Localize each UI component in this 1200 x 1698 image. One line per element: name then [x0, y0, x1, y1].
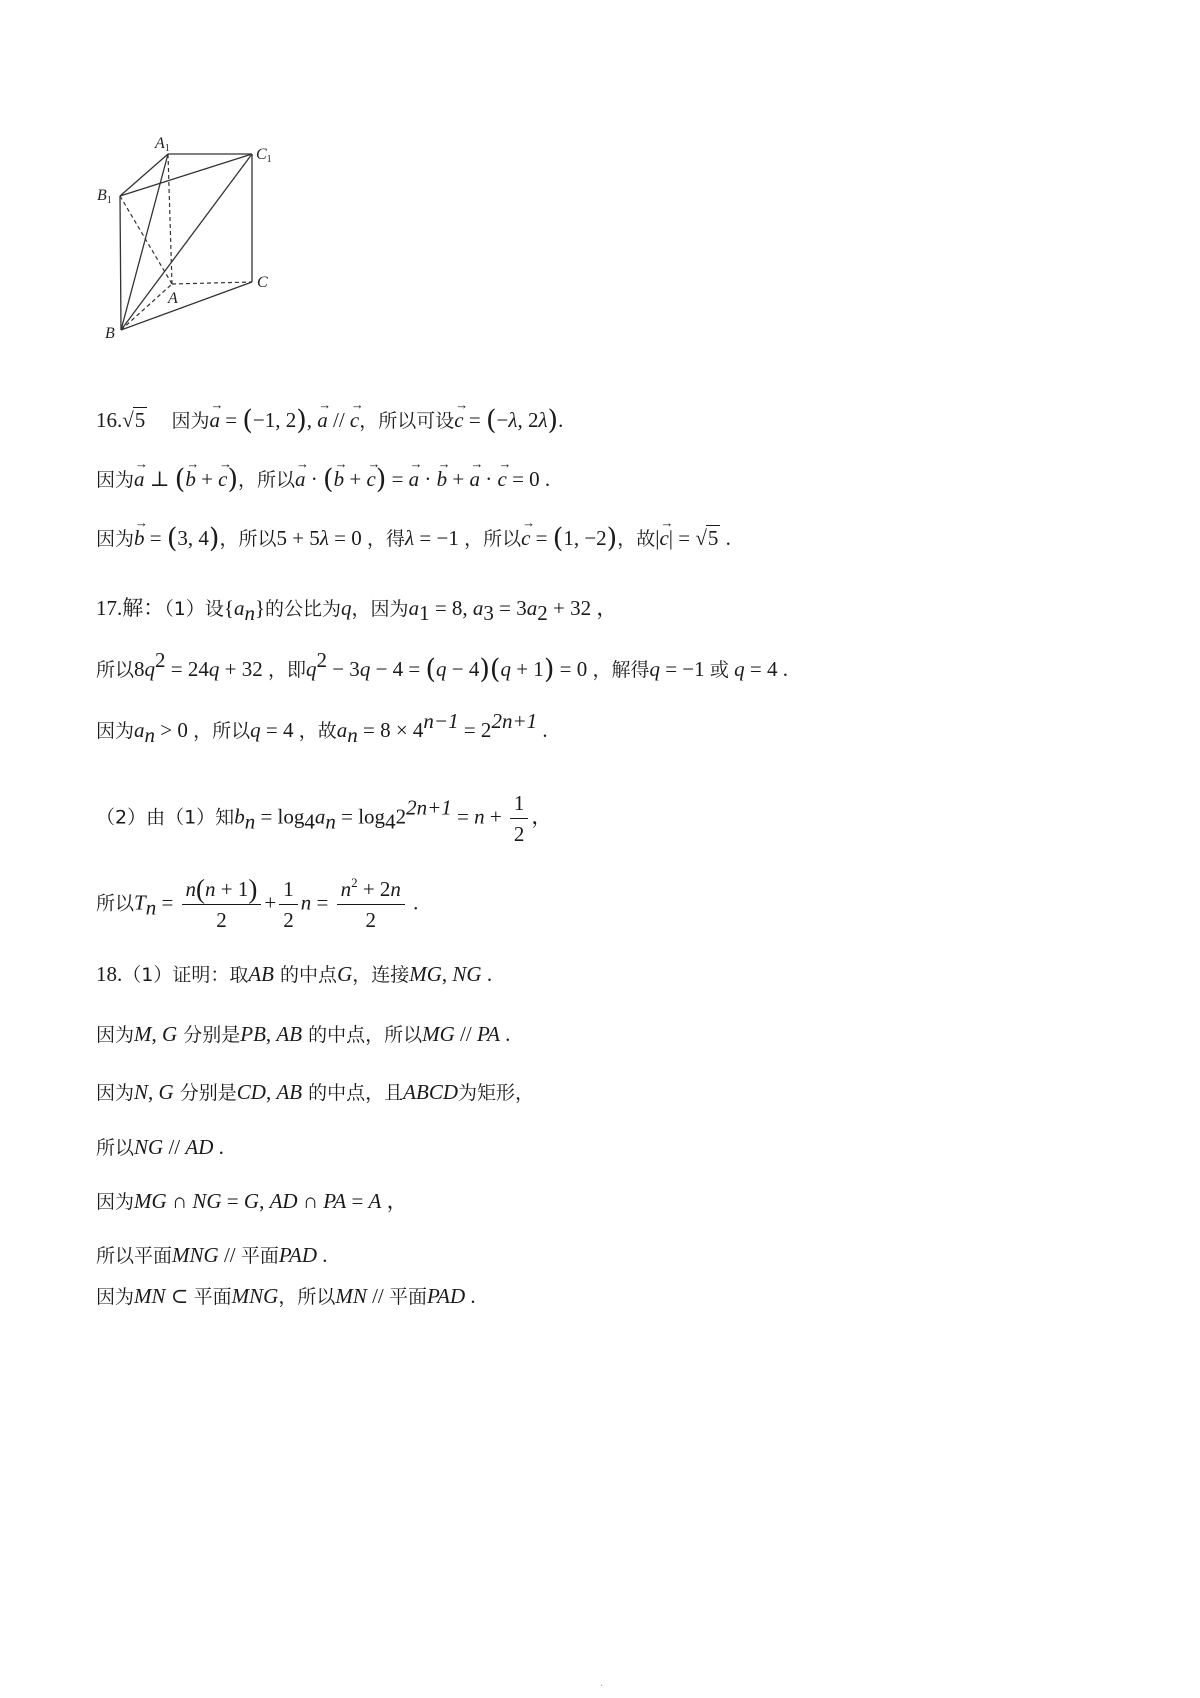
- q18-line-5: 因为MG ∩ NG = G, AD ∩ PA = A ，: [96, 1189, 408, 1213]
- edge-b-c1: [121, 154, 252, 330]
- q18-line-7: 因为MN ⊂ 平面MNG，所以MN // 平面PAD .: [96, 1284, 476, 1308]
- edge-b-a1: [121, 154, 168, 330]
- page-mark: .: [600, 1678, 604, 1689]
- q16-line-2: 因为→ a ⊥ (→ b + → c)，所以→ a · (→ b + → c) = → a · → b + → a · → c = 0 .: [96, 465, 550, 494]
- label-c1: C1: [256, 146, 272, 165]
- q18-line-4: 所以NG // AD .: [96, 1135, 224, 1159]
- label-b1: B1: [97, 187, 112, 206]
- edge-a-c: [172, 282, 252, 284]
- edge-b1-b: [120, 196, 121, 330]
- label-b: B: [105, 325, 115, 342]
- q18-line-1: 18.（1）证明：取AB 的中点G，连接MG, NG .: [96, 962, 493, 986]
- q17-line-5: 所以$T_n$ = $\frac{n(n + 1)}{2}$ + $\frac{1}{2}$ n = $\frac{n^2 + 2n}{2}$ .: [96, 874, 419, 932]
- label-c: C: [257, 274, 268, 291]
- q17-line-4: （2）由（1）知$b_n = \log_4a_n = \log_42^{2n+1} = n$ + $\frac{1}{2}$ ，: [96, 791, 553, 846]
- prism-figure: [96, 134, 296, 349]
- edge-b1-c1: [120, 154, 252, 196]
- q18-line-2: 因为M, G 分别是PB, AB 的中点，所以MG // PA .: [96, 1022, 511, 1046]
- edge-b1-a1: [120, 154, 168, 196]
- q17-line-3: 因为$a_n > 0$ ，所以q = 4 ，故$a_n = 8 \times 4^{n-1} = 2^{2n+1}$ .: [96, 709, 548, 747]
- q16-line-1: 16.√5 因为→ a = (−1, 2), → a // → c，所以可设→ c = (−λ, 2λ).: [96, 406, 563, 435]
- edge-b-a: [121, 284, 172, 330]
- q17-line-1: 17.解：（1）设$\{a_n\}$的公比为q，因为$a_1 = 8$, $a_3 = 3a_2 + 32$ ，: [96, 596, 618, 625]
- q18-line-3: 因为N, G 分别是CD, AB 的中点，且ABCD为矩形，: [96, 1080, 535, 1104]
- label-a1: A1: [155, 135, 170, 154]
- q16-line-3: 因为→ b = (3, 4)，所以5 + 5λ = 0 ，得λ = −1 ，所以→ c = (1, −2)，故|→ c| = √5 .: [96, 524, 731, 553]
- q17-line-2: 所以$8q^2 = 24q + 32$ ，即$q^2 - 3q - 4 = (q - 4)(q + 1) = 0$ ，解得q = −1 或 q = 4 .: [96, 648, 789, 685]
- q18-line-6: 所以平面MNG // 平面PAD .: [96, 1243, 328, 1267]
- edge-b-c: [121, 282, 252, 330]
- label-a: A: [168, 290, 178, 307]
- edge-b1-a: [120, 196, 172, 284]
